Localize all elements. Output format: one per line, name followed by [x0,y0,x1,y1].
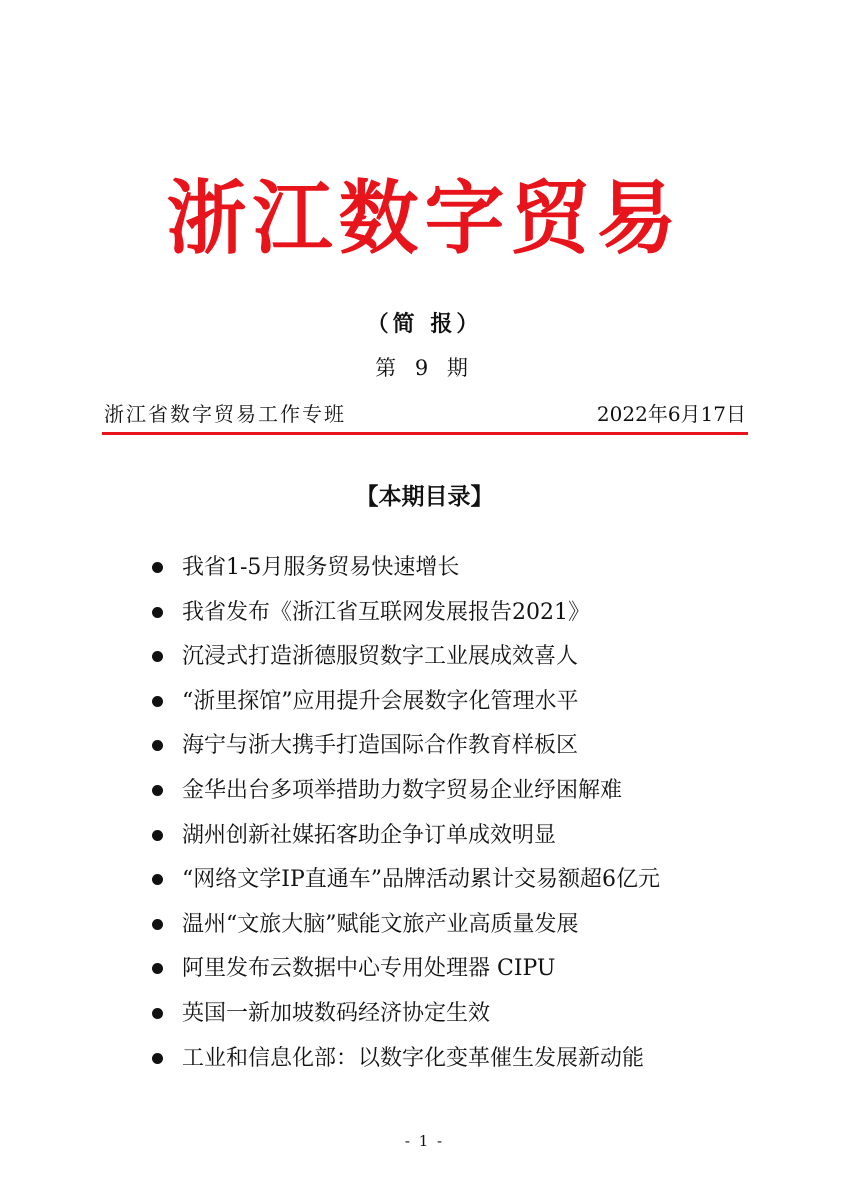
toc-item-text: 金华出台多项举措助力数字贸易企业纾困解难 [182,777,623,803]
toc-list [152,548,812,1083]
issue-number: 第 9 期 [375,356,474,380]
toc-item-text: 英国一新加坡数码经济协定生效 [182,1000,491,1026]
page-number: - 1 - [404,1132,445,1150]
toc-item [152,682,812,727]
bullet-icon [152,1008,163,1019]
toc-item [152,593,812,638]
toc-item-text: 湖州创新社媒拓客助企争订单成效明显 [182,822,557,848]
bulletin-subtitle: （简 报） [366,311,483,337]
toc-item [152,637,812,682]
bullet-icon [152,963,163,974]
toc-item-text: 温州“文旅大脑”赋能文旅产业高质量发展 [182,911,579,937]
toc-item-text: 工业和信息化部：以数字化变革催生发展新动能 [182,1045,645,1071]
masthead-title: 浙江数字贸易 [166,171,683,265]
toc-item-text: 海宁与浙大携手打造国际合作教育样板区 [182,733,579,759]
bullet-icon [152,696,163,707]
bullet-icon [152,607,163,618]
toc-item [152,548,812,593]
bullet-icon [152,1053,163,1064]
toc-item [152,860,812,905]
toc-item-text: “浙里探馆”应用提升会展数字化管理水平 [182,688,579,714]
toc-item [152,816,812,861]
publish-date: 2022年6月17日 [596,402,746,426]
bullet-icon [152,785,163,796]
toc-item-text: 阿里发布云数据中心专用处理器 CIPU [182,956,556,982]
toc-item [152,949,812,994]
toc-item-text: “网络文学IP直通车”品牌活动累计交易额超6亿元 [182,867,660,893]
toc-item [152,905,812,950]
publisher-name: 浙江省数字贸易工作专班 [104,402,346,426]
red-divider [102,432,748,435]
toc-item [152,726,812,771]
toc-item-text: 我省发布《浙江省互联网发展报告2021》 [182,599,590,625]
bullet-icon [152,919,163,930]
toc-item-text: 沉浸式打造浙德服贸数字工业展成效喜人 [182,644,579,670]
publisher-date-row [104,398,746,430]
bullet-icon [152,830,163,841]
toc-item [152,771,812,816]
bullet-icon [152,874,163,885]
toc-item [152,994,812,1039]
toc-heading: 【本期目录】 [355,484,494,510]
bullet-icon [152,651,163,662]
toc-item-text: 我省1-5月服务贸易快速增长 [182,555,460,580]
bullet-icon [152,740,163,751]
toc-item [152,1039,812,1084]
bullet-icon [152,562,163,573]
